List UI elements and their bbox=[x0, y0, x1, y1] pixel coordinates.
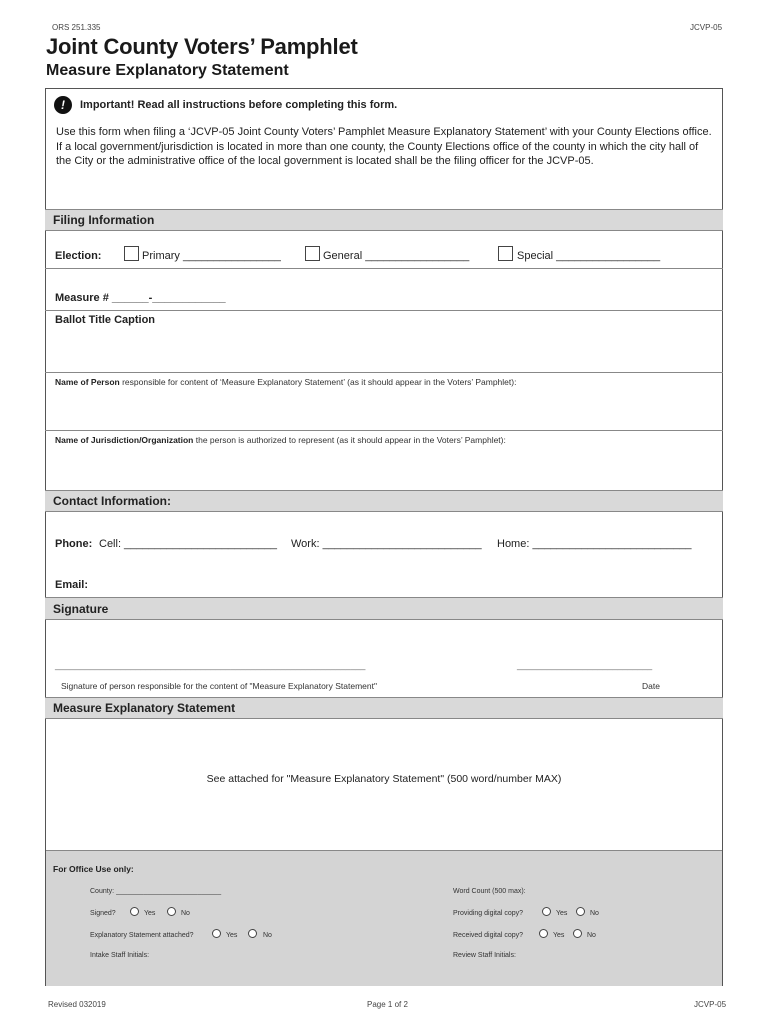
jurisdiction-description: the person is authorized to represent (as it should appear in the Voters’ Pamphlet): bbox=[193, 435, 506, 445]
page-number: Page 1 of 2 bbox=[367, 1000, 408, 1009]
person-name-description: responsible for content of ‘Measure Explanatory Statement’ (as it should appear in the Voters’ Pamphlet): bbox=[119, 377, 517, 387]
primary-checkbox[interactable] bbox=[124, 246, 139, 261]
person-name-label: Name of Person bbox=[55, 377, 120, 387]
received-digital-label: Received digital copy? bbox=[453, 932, 524, 939]
instructions-text: Use this form when filing a ‘JCVP-05 Joint County Voters’ Pamphlet Measure Explanatory Statement’ with your County Elections office. If a local government/jurisdiction is located in more than one county, the County Elections office of the county in which the city hall of the City or the administrative office of the local government is located shall be the filing officer for the JCVP-05. bbox=[56, 126, 712, 167]
signed-no-label: No bbox=[181, 910, 190, 917]
office-use-box bbox=[46, 850, 722, 986]
email-field[interactable]: Email: bbox=[55, 579, 89, 591]
date-caption: Date bbox=[642, 681, 660, 691]
form-code: JCVP-05 bbox=[690, 23, 723, 32]
attached-no-radio[interactable] bbox=[248, 929, 257, 938]
divider bbox=[45, 310, 723, 311]
ors-reference: ORS 251.335 bbox=[52, 23, 101, 32]
received-no-label: No bbox=[587, 932, 596, 939]
ballot-title-caption-field[interactable]: Ballot Title Caption bbox=[55, 314, 156, 326]
revised-date: Revised 032019 bbox=[48, 1000, 106, 1009]
received-yes-label: Yes bbox=[553, 932, 565, 939]
providing-no-radio[interactable] bbox=[576, 907, 585, 916]
election-label: Election: bbox=[55, 250, 102, 262]
review-initials-field[interactable]: Review Staff Initials: bbox=[453, 952, 516, 959]
general-checkbox[interactable] bbox=[305, 246, 320, 261]
received-yes-radio[interactable] bbox=[539, 929, 548, 938]
jurisdiction-label: Name of Jurisdiction/Organization bbox=[55, 435, 194, 445]
home-phone-field[interactable]: Home: __________________________ bbox=[497, 538, 692, 550]
contact-information-header: Contact Information: bbox=[45, 490, 723, 512]
signed-no-radio[interactable] bbox=[167, 907, 176, 916]
jurisdiction-name-field[interactable] bbox=[55, 435, 506, 445]
received-no-radio[interactable] bbox=[573, 929, 582, 938]
providing-digital-label: Providing digital copy? bbox=[453, 910, 524, 917]
statement-note: See attached for "Measure Explanatory Statement" (500 word/number MAX) bbox=[206, 773, 562, 785]
divider bbox=[45, 372, 723, 373]
attached-label: Explanatory Statement attached? bbox=[90, 932, 194, 939]
filing-information-header: Filing Information bbox=[45, 209, 723, 231]
providing-yes-radio[interactable] bbox=[542, 907, 551, 916]
office-county-field[interactable]: County: ___________________________ bbox=[90, 888, 222, 895]
divider bbox=[45, 268, 723, 269]
signed-label: Signed? bbox=[90, 910, 116, 917]
word-count-field[interactable]: Word Count (500 max): bbox=[453, 888, 526, 895]
attached-yes-label: Yes bbox=[226, 932, 238, 939]
signature-header: Signature bbox=[45, 597, 723, 620]
providing-no-label: No bbox=[590, 910, 599, 917]
exclamation-icon: ! bbox=[54, 96, 72, 114]
phone-label: Phone: bbox=[55, 538, 93, 550]
statement-header: Measure Explanatory Statement bbox=[45, 697, 723, 719]
signed-yes-radio[interactable] bbox=[130, 907, 139, 916]
important-heading: Important! Read all instructions before completing this form. bbox=[80, 99, 398, 111]
signature-caption: Signature of person responsible for the content of "Measure Explanatory Statement" bbox=[61, 681, 377, 691]
general-label: General _________________ bbox=[323, 250, 470, 262]
attached-no-label: No bbox=[263, 932, 272, 939]
providing-yes-label: Yes bbox=[556, 910, 568, 917]
divider bbox=[45, 430, 723, 431]
primary-label: Primary ________________ bbox=[142, 250, 281, 262]
attached-yes-radio[interactable] bbox=[212, 929, 221, 938]
work-phone-field[interactable]: Work: __________________________ bbox=[291, 538, 482, 550]
signature-line[interactable]: ______________________________________________________________ bbox=[55, 660, 366, 670]
measure-number-field[interactable]: Measure # ______-____________ bbox=[55, 292, 226, 304]
page-subtitle: Measure Explanatory Statement bbox=[46, 62, 289, 79]
signed-yes-label: Yes bbox=[144, 910, 156, 917]
cell-phone-field[interactable]: Cell: _________________________ bbox=[99, 538, 278, 550]
special-label: Special _________________ bbox=[517, 250, 661, 262]
intake-initials-field[interactable]: Intake Staff Initials: bbox=[90, 952, 150, 959]
person-name-field[interactable] bbox=[55, 377, 516, 387]
page-title: Joint County Voters’ Pamphlet bbox=[46, 34, 358, 59]
office-use-title: For Office Use only: bbox=[53, 864, 134, 874]
date-line[interactable]: ___________________________ bbox=[517, 660, 653, 670]
footer-form-code: JCVP-05 bbox=[694, 1000, 727, 1009]
special-checkbox[interactable] bbox=[498, 246, 513, 261]
